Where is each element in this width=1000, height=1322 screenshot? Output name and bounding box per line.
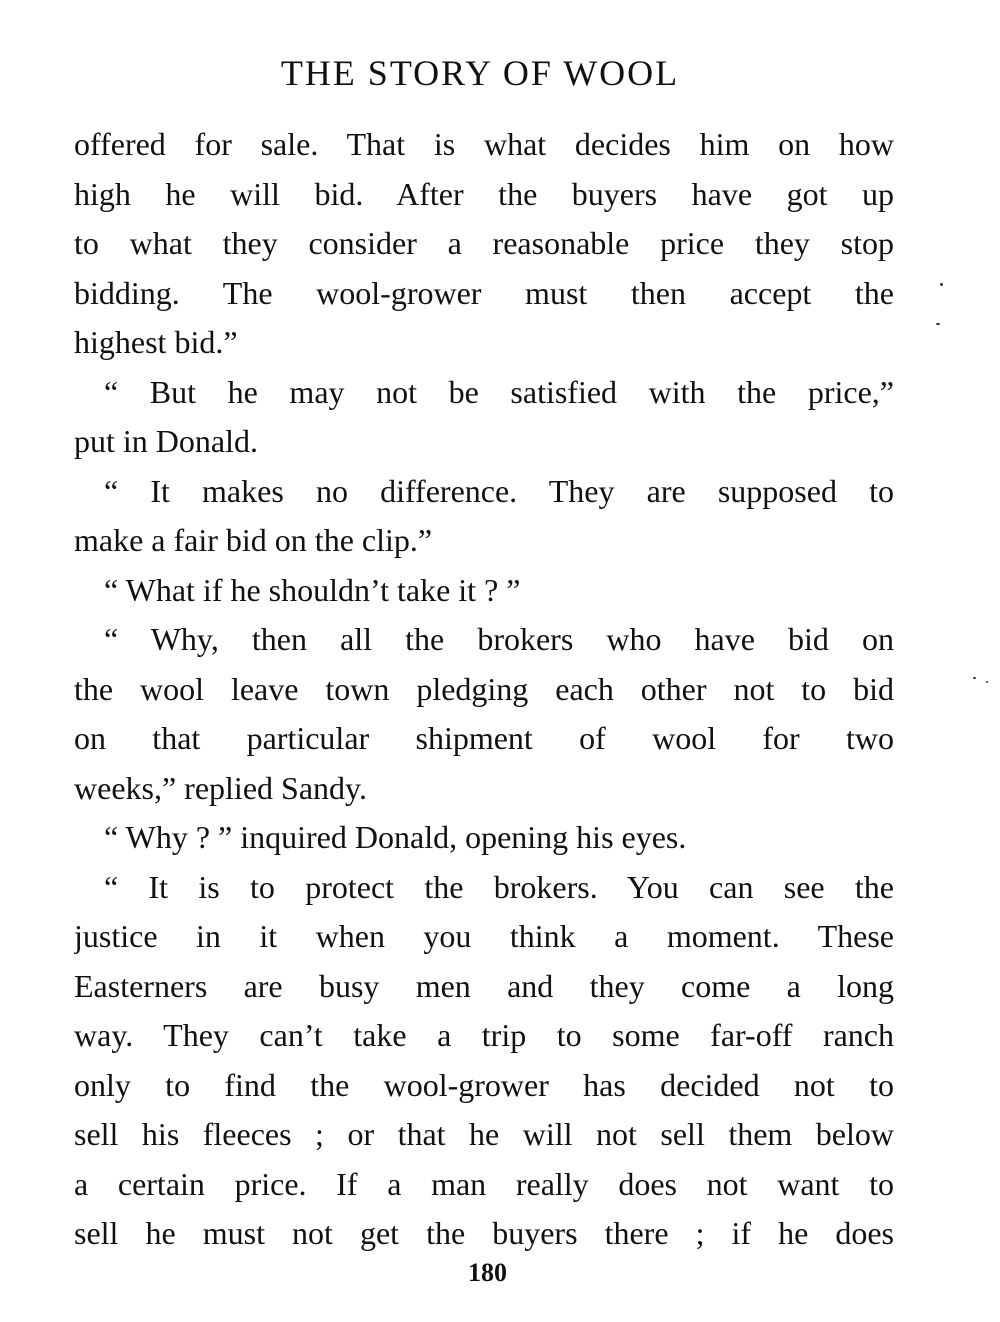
text-line: make a fair bid on the clip.” [74,522,433,558]
scan-speck [986,681,988,683]
text-line: sell he must not get the buyers there ; if he does [74,1215,894,1251]
text-line: sell his fleeces ; or that he will not sell them below [74,1116,894,1152]
text-line: Easterners are busy men and they come a long [74,967,894,1004]
text-line: justice in it when you think a moment. These [74,918,894,954]
text-line: “ What if he shouldn’t take it ? ” [104,571,521,608]
text-line: the wool leave town pledging each other not to bid [74,670,894,707]
text-line: to what they consider a reasonable price they stop [74,225,894,261]
text-line: highest bid.” [74,324,238,360]
text-line: on that particular shipment of wool for two [74,720,894,756]
text-line: only to find the wool-grower has decided not to [74,1066,894,1103]
text-line: a certain price. If a man really does not want to [74,1165,894,1202]
text-line: “ Why ? ” inquired Donald, opening his eyes. [104,819,687,855]
text-line: put in Donald. [74,423,258,459]
scan-speck [940,283,943,286]
text-line: weeks,” replied Sandy. [74,769,367,806]
running-head: THE STORY OF WOOL [280,53,680,93]
text-line: high he will bid. After the buyers have got up [74,175,894,212]
text-line: “ But he may not be satisfied with the price,” [104,373,894,410]
text-line: offered for sale. That is what decides him on how [74,126,894,162]
scan-speck [936,323,940,325]
body-text [74,120,894,1259]
text-line: “ It is to protect the brokers. You can see the [104,868,894,905]
text-line: way. They can’t take a trip to some far-off ranch [74,1017,894,1053]
text-line: bidding. The wool-grower must then accept the [74,274,894,311]
scan-speck [973,677,976,679]
page-number: 180 [468,1258,507,1287]
text-line: “ Why, then all the brokers who have bid on [104,621,894,657]
text-line: “ It makes no difference. They are supposed to [104,472,894,509]
